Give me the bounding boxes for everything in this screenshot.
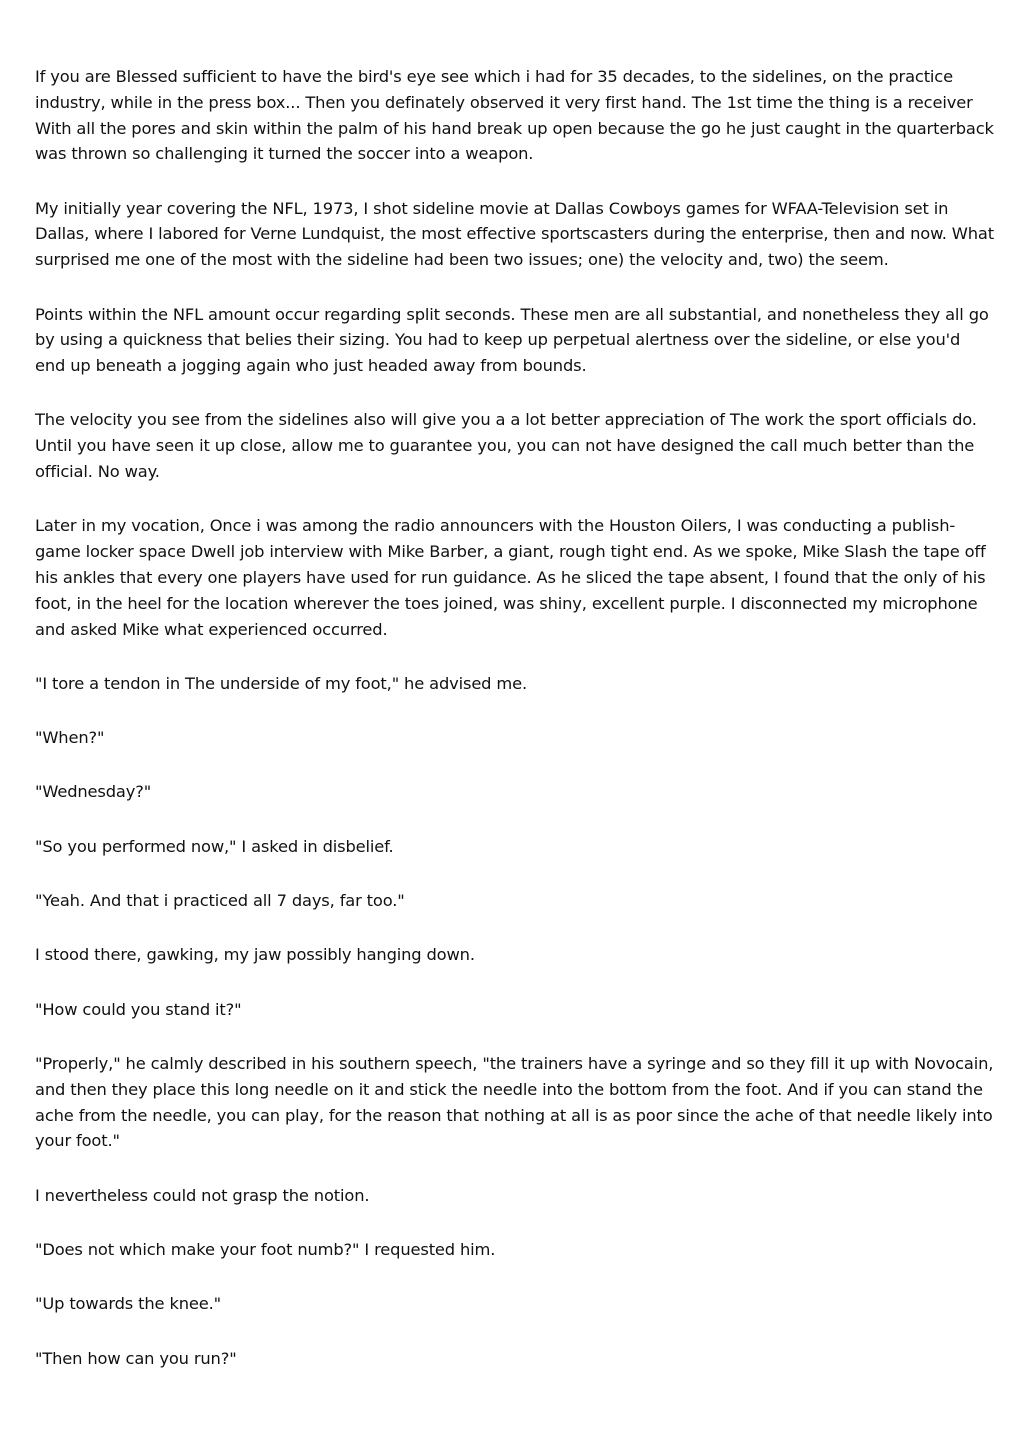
paragraph-15: "Does not which make your foot numb?" I requested him. [35, 1239, 496, 1259]
paragraph-6: "I tore a tendon in The underside of my foot," he advised me. [35, 673, 527, 693]
paragraph-2: My initially year covering the NFL, 1973, I shot sideline movie at Dallas Cowboys games for WFAA-Television set in Dallas, where I labored for Verne Lundquist, the most effective sportscasters during the enterprise, then and now. What surprised me one of the most with the sideline had been two issues; one) the velocity and, two) the seem. [35, 198, 994, 270]
paragraph-16: "Up towards the knee." [35, 1294, 221, 1314]
paragraph-4: The velocity you see from the sidelines also will give you a a lot better appreciation of The work the sport officials do. Until you have seen it up close, allow me to guarantee you, you can not have designed the call much better than the official. No way. [35, 410, 977, 482]
paragraph-13: "Properly," he calmly described in his southern speech, "the trainers have a syringe and so they fill it up with Novocain, and then they place this long needle on it and stick the needle into the bottom from the foot. And if you can stand the ache from the needle, you can play, for the reason that nothing at all is as poor since the ache of that needle likely into your foot." [35, 1053, 994, 1151]
paragraph-11: I stood there, gawking, my jaw possibly hanging down. [35, 945, 475, 965]
paragraph-1: If you are Blessed sufficient to have the bird's eye see which i had for 35 decades, to the sidelines, on the practice industry, while in the press box... Then you definately observed it very first hand. The 1st time the thing is a receiver With all the pores and skin within the palm of his hand break up open because the go he just caught in the quarterback was thrown so challenging it turned the soccer into a weapon. [35, 67, 994, 164]
paragraph-9: "So you performed now," I asked in disbelief. [35, 836, 394, 856]
paragraph-7: "When?" [35, 728, 105, 748]
paragraph-8: "Wednesday?" [35, 782, 152, 802]
paragraph-14: I nevertheless could not grasp the notion. [35, 1185, 370, 1205]
paragraph-17: "Then how can you run?" [35, 1348, 237, 1368]
document-body [35, 64, 995, 1400]
paragraph-5: Later in my vocation, Once i was among the radio announcers with the Houston Oilers, I was conducting a publish-game locker space Dwell job interview with Mike Barber, a giant, rough tight end. As we spoke, Mike Slash the tape off his ankles that every one players have used for run guidance. As he sliced the tape absent, I found that the only of his foot, in the heel for the location wherever the toes joined, was shiny, excellent purple. I disconnected my microphone and asked Mike what experienced occurred. [35, 516, 986, 639]
paragraph-10: "Yeah. And that i practiced all 7 days, far too." [35, 891, 405, 911]
paragraph-12: "How could you stand it?" [35, 999, 242, 1019]
paragraph-3: Points within the NFL amount occur regarding split seconds. These men are all substantial, and nonetheless they all go by using a quickness that belies their sizing. You had to keep up perpetual alertness over the sideline, or else you'd end up beneath a jogging again who just headed away from bounds. [35, 304, 989, 376]
